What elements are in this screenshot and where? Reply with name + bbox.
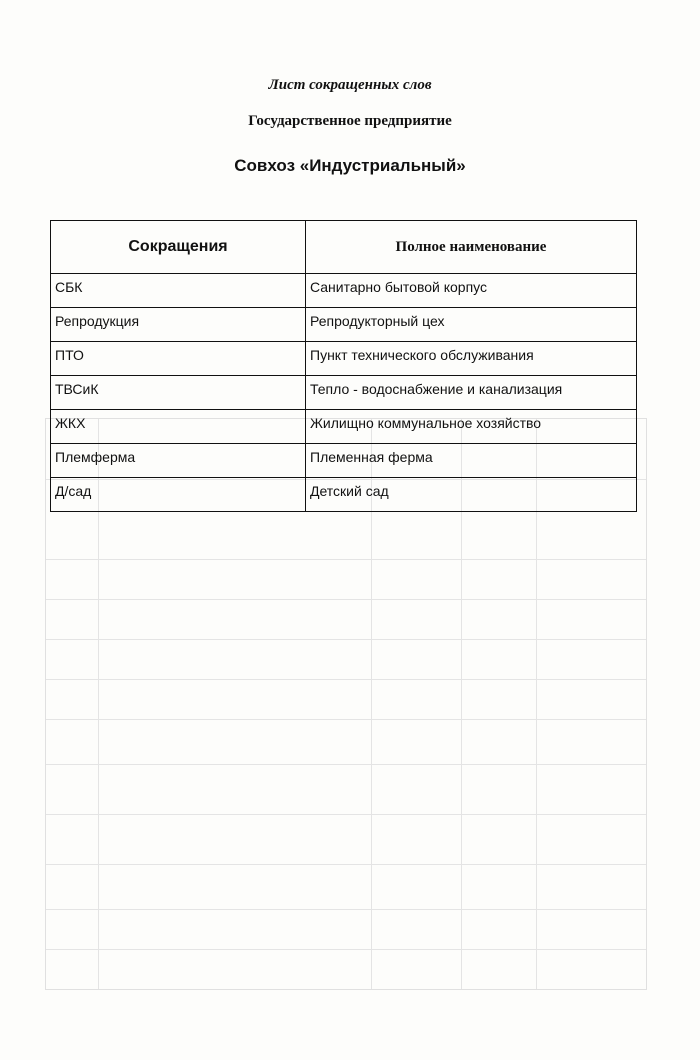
full-name-cell: Репродукторный цех xyxy=(306,308,637,342)
full-name-cell: Детский сад xyxy=(306,478,637,512)
table-header-row xyxy=(51,221,637,274)
full-name-cell: Санитарно бытовой корпус xyxy=(306,274,637,308)
table-row xyxy=(51,342,637,376)
full-name-cell: Пункт технического обслуживания xyxy=(306,342,637,376)
abbreviation-cell: СБК xyxy=(51,274,306,308)
abbreviation-cell: Д/сад xyxy=(51,478,306,512)
full-name-cell: Тепло - водоснабжение и канализация xyxy=(306,376,637,410)
table-row xyxy=(51,478,637,512)
organization-type: Государственное предприятие xyxy=(248,113,452,129)
table-row xyxy=(51,308,637,342)
table-row xyxy=(51,444,637,478)
abbreviation-cell: Племферма xyxy=(51,444,306,478)
header-abbreviations: Сокращения xyxy=(51,221,306,274)
abbreviation-cell: ПТО xyxy=(51,342,306,376)
table-row xyxy=(51,274,637,308)
table-row xyxy=(51,410,637,444)
abbreviation-cell: Репродукция xyxy=(51,308,306,342)
full-name-cell: Жилищно коммунальное хозяйство xyxy=(306,410,637,444)
enterprise-name: Совхоз «Индустриальный» xyxy=(234,156,466,175)
abbreviations-table xyxy=(50,220,637,512)
abbreviation-cell: ЖКХ xyxy=(51,410,306,444)
full-name-cell: Племенная ферма xyxy=(306,444,637,478)
document-heading: Лист сокращенных слов xyxy=(268,77,432,93)
header-full-name: Полное наименование xyxy=(306,221,637,274)
table-row xyxy=(51,376,637,410)
abbreviation-cell: ТВСиК xyxy=(51,376,306,410)
